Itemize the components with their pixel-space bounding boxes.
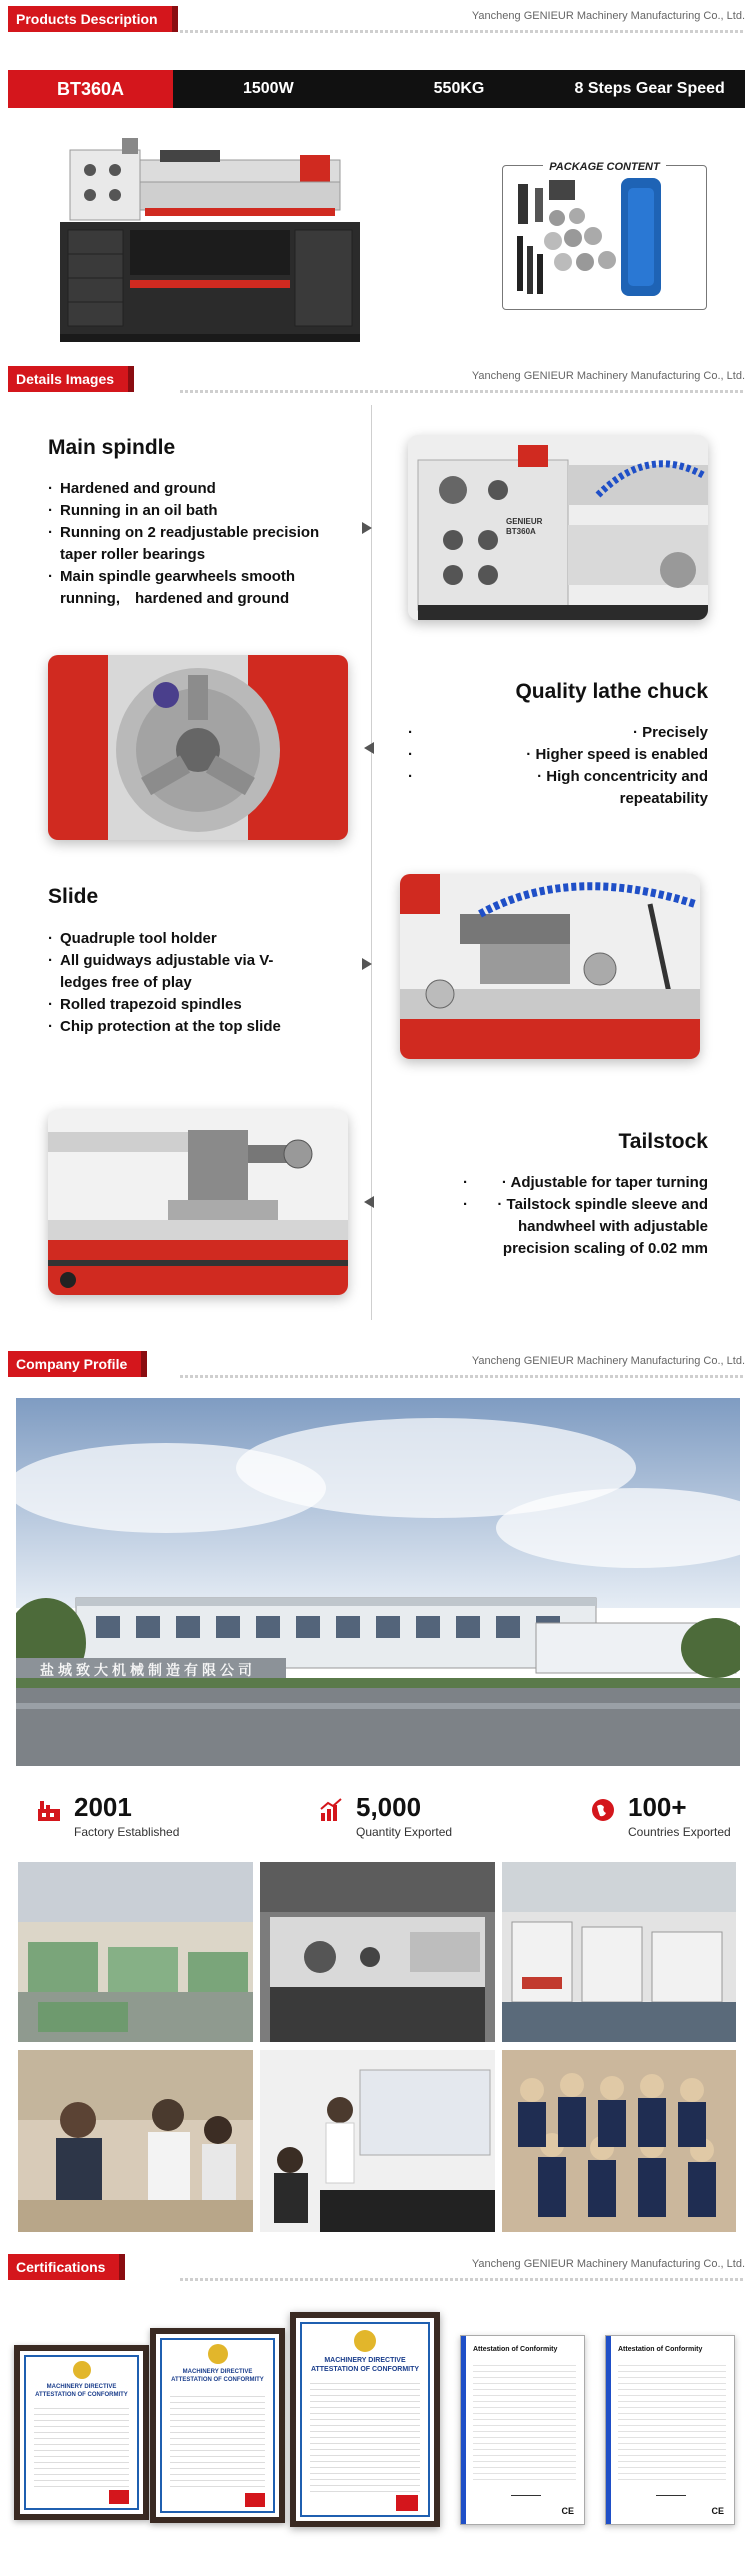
stat-label: Factory Established: [74, 1825, 180, 1839]
factory-icon: [36, 1797, 62, 1823]
company-name: Yancheng GENIEUR Machinery Manufacturing Co., Ltd.: [471, 10, 745, 22]
spec-power: 1500W: [242, 80, 294, 97]
section-header-company: [0, 1345, 753, 1383]
certificate-aoc-1: Attestation of Conformity CE: [460, 2335, 585, 2525]
workshop-photo-2: [260, 1862, 495, 2042]
panel-model-label: BT360A: [506, 527, 536, 536]
stat-value: 2001: [74, 1792, 132, 1822]
seal-icon: [396, 2495, 418, 2511]
dotted-rule: [180, 390, 745, 393]
dotted-rule: [180, 1375, 745, 1378]
panel-brand-label: GENIEUR: [506, 517, 543, 526]
bullet: · Chip protection at the top slide: [48, 1016, 308, 1038]
bullet: · All guidways adjustable via V-ledges free of play: [48, 950, 308, 994]
photo-tailstock: [48, 1110, 348, 1295]
section-header-details: [0, 360, 753, 398]
seal-icon: [109, 2490, 129, 2504]
factory-photo: [16, 1398, 740, 1766]
seal-icon: [208, 2344, 228, 2364]
certificate-ce-1: MACHINERY DIRECTIVE ATTESTATION OF CONFORMITY: [14, 2345, 149, 2520]
bullet: · · High concentricity and repeatability: [408, 766, 708, 810]
bullet: · Main spindle gearwheels smooth running, hardened and ground: [48, 566, 348, 610]
stat-value: 5,000: [356, 1792, 422, 1822]
feature-title-lathe-chuck: Quality lathe chuck: [515, 680, 708, 703]
bullet: · · Adjustable for taper turning: [463, 1172, 708, 1194]
arrow-right-icon: [362, 958, 372, 970]
company-name: Yancheng GENIEUR Machinery Manufacturing Co., Ltd.: [471, 370, 745, 382]
stat-factory-established: [36, 1792, 216, 1842]
bullet: · · Tailstock spindle sleeve and handwheel with adjustable precision scaling of 0.02 mm: [463, 1194, 708, 1260]
arrow-left-icon: [364, 742, 374, 754]
photo-main-spindle: [408, 435, 708, 620]
team-photo: [502, 2050, 736, 2232]
bullet: · · Higher speed is enabled: [408, 744, 708, 766]
package-content-box: [502, 161, 707, 310]
certificate-ce-3: MACHINERY DIRECTIVE ATTESTATION OF CONFORMITY: [290, 2312, 440, 2527]
photo-slide: [400, 874, 700, 1059]
seal-icon: [354, 2330, 376, 2352]
workshop-photo-1: [18, 1862, 253, 2042]
package-tools-image: [503, 166, 708, 311]
feature-title-main-spindle: Main spindle: [48, 436, 176, 459]
arrow-left-icon: [364, 1196, 374, 1208]
chart-growth-icon: [318, 1797, 344, 1823]
section-tag: Company Profile: [8, 1351, 141, 1377]
feature-bullets-main-spindle: [48, 478, 348, 610]
package-content-title: PACKAGE CONTENT: [543, 161, 665, 173]
feature-bullets-lathe-chuck: [408, 722, 708, 810]
stat-value: 100+: [628, 1792, 687, 1822]
feature-title-slide: Slide: [48, 885, 99, 908]
section-tag: Products Description: [8, 6, 172, 32]
feature-bullets-tailstock: [463, 1172, 708, 1260]
section-tag: Details Images: [8, 366, 128, 392]
section-header-certifications: [0, 2248, 753, 2286]
spec-bar: [8, 70, 745, 108]
dotted-rule: [180, 2278, 745, 2281]
seal-icon: [73, 2361, 91, 2379]
section-tag: Certifications: [8, 2254, 119, 2280]
office-photo-1: [18, 2050, 253, 2232]
photo-lathe-chuck: [48, 655, 348, 840]
factory-sign: 盐城致大机械制造有限公司: [40, 1663, 256, 1679]
center-divider: [371, 405, 372, 1320]
company-name: Yancheng GENIEUR Machinery Manufacturing Co., Ltd.: [471, 2258, 745, 2270]
spec-model: BT360A: [8, 70, 173, 108]
bullet: · Hardened and ground: [48, 478, 348, 500]
seal-icon: [245, 2493, 265, 2507]
stat-quantity-exported: [318, 1792, 498, 1842]
stat-label: Countries Exported: [628, 1825, 731, 1839]
spec-weight: 550KG: [433, 80, 485, 97]
bullet: · Running on 2 readjustable precision taper roller bearings: [48, 522, 348, 566]
feature-title-tailstock: Tailstock: [618, 1130, 708, 1153]
bullet: · Running in an oil bath: [48, 500, 348, 522]
spec-gear: 8 Steps Gear Speed: [574, 80, 725, 97]
section-header-products: [0, 0, 753, 38]
globe-icon: [590, 1797, 616, 1823]
certificate-ce-2: MACHINERY DIRECTIVE ATTESTATION OF CONFORMITY: [150, 2328, 285, 2523]
dotted-rule: [180, 30, 745, 33]
bullet: · · Precisely: [408, 722, 708, 744]
company-name: Yancheng GENIEUR Machinery Manufacturing Co., Ltd.: [471, 1355, 745, 1367]
bullet: · Rolled trapezoid spindles: [48, 994, 308, 1016]
lathe-product-image: [60, 130, 370, 345]
certificate-aoc-2: Attestation of Conformity CE: [605, 2335, 735, 2525]
bullet: · Quadruple tool holder: [48, 928, 308, 950]
stat-label: Quantity Exported: [356, 1825, 453, 1839]
office-photo-2: [260, 2050, 495, 2232]
feature-bullets-slide: [48, 928, 308, 1038]
arrow-right-icon: [362, 522, 372, 534]
workshop-photo-3: [502, 1862, 736, 2042]
stat-countries-exported: [590, 1792, 740, 1842]
